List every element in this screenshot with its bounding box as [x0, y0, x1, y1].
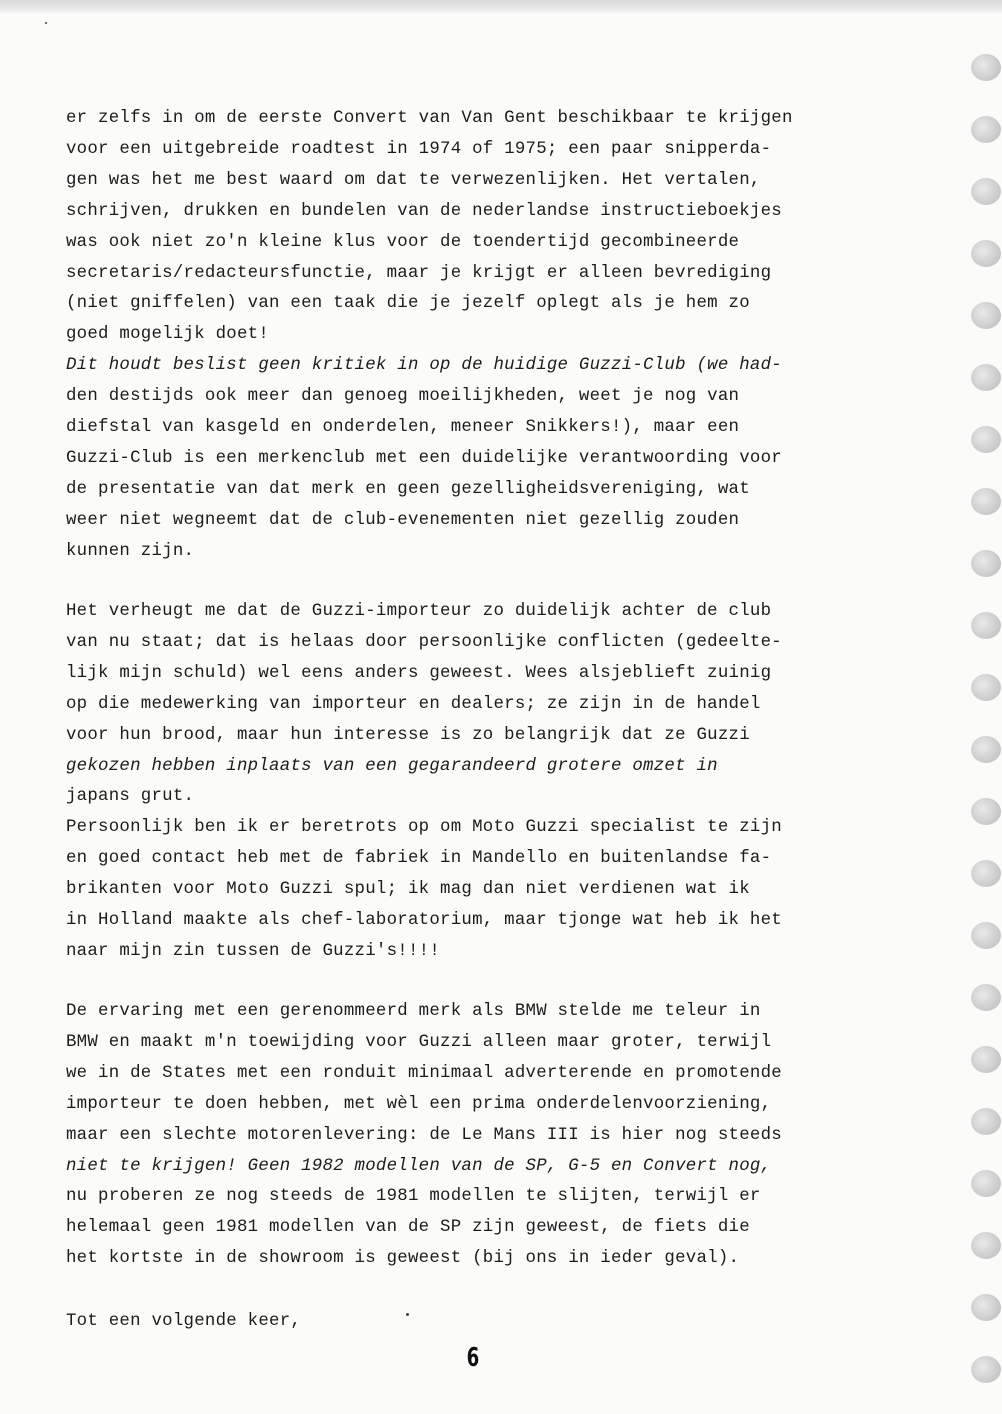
text-segment: we in de States met een ronduit minimaal adverterende en promotende — [66, 1063, 782, 1083]
text-line — [66, 1059, 946, 1090]
binder-hole — [971, 860, 1001, 887]
text-line — [66, 289, 946, 320]
text-segment: op die medewerking van importeur en dealers; ze zijn in de handel — [66, 694, 761, 714]
text-segment: nu proberen ze nog steeds de 1981 modellen te slijten, terwijl er — [66, 1187, 761, 1207]
text-segment: Persoonlijk ben ik er beretrots op om Moto Guzzi specialist te zijn — [66, 818, 782, 838]
binder-hole — [971, 178, 1001, 205]
binder-hole — [971, 674, 1001, 701]
text-line — [66, 628, 946, 659]
paragraph-2 — [66, 597, 946, 968]
text-line — [66, 597, 946, 628]
binder-hole — [971, 984, 1001, 1011]
binder-hole — [971, 1356, 1001, 1383]
text-segment: importeur te doen hebben, met wèl een prima onderdelenvoorziening, — [66, 1094, 772, 1114]
text-line — [66, 228, 946, 259]
text-line — [66, 259, 946, 290]
text-segment: gekozen hebben inplaats van een gegarandeerd grotere omzet in — [66, 756, 718, 776]
text-segment: voor hun brood, maar hun interesse is zo belangrijk dat ze Guzzi — [66, 725, 750, 745]
text-segment: de presentatie van dat merk en geen gezelligheidsvereniging, wat — [66, 479, 750, 499]
text-line — [66, 537, 946, 568]
text-line — [66, 382, 946, 413]
text-line — [66, 351, 946, 382]
text-line — [66, 1244, 946, 1275]
text-segment: den destijds ook meer dan genoeg moeilijkheden, weet je nog van — [66, 387, 740, 407]
text-line — [66, 782, 946, 813]
text-segment: naar mijn zin tussen de Guzzi's!!!! — [66, 941, 441, 961]
binder-hole — [971, 488, 1001, 515]
page-number: 6 — [466, 1343, 480, 1373]
text-segment: goed mogelijk doet! — [66, 325, 270, 345]
text-segment: voor een uitgebreide roadtest in 1974 of 1975; een paar snipperda- — [66, 139, 772, 159]
text-line — [66, 1090, 946, 1121]
binder-hole — [971, 1232, 1001, 1259]
binder-hole — [971, 240, 1001, 267]
binder-hole — [971, 922, 1001, 949]
binder-hole — [971, 1108, 1001, 1135]
text-line — [66, 413, 946, 444]
text-segment: en goed contact heb met de fabriek in Mandello en buitenlandse fa- — [66, 849, 772, 869]
text-segment: Dit houdt beslist geen kritiek in op de huidige Guzzi-Club (we had- — [66, 356, 782, 376]
binder-hole — [971, 116, 1001, 143]
paragraph-1 — [66, 104, 946, 568]
text-line — [66, 197, 946, 228]
text-line — [66, 906, 946, 937]
text-segment: lijk mijn schuld) wel eens anders geweest. Wees alsjeblieft zuinig — [66, 663, 772, 683]
text-segment: japans grut. — [66, 787, 195, 807]
text-line — [66, 690, 946, 721]
closing-line: Tot een volgende keer, — [66, 1312, 302, 1331]
binder-hole — [971, 736, 1001, 763]
text-line — [66, 875, 946, 906]
text-line — [66, 659, 946, 690]
text-line — [66, 1152, 946, 1183]
text-segment: brikanten voor Moto Guzzi spul; ik mag dan niet verdienen wat ik — [66, 880, 750, 900]
text-segment: maar een slechte motorenlevering: de Le Mans III is hier nog steeds — [66, 1125, 782, 1145]
binder-hole — [971, 426, 1001, 453]
text-line — [66, 475, 946, 506]
text-segment: in Holland maakte als chef-laboratorium, maar tjonge wat heb ik het — [66, 911, 782, 931]
text-line — [66, 1121, 946, 1152]
text-line — [66, 997, 946, 1028]
paragraph-3 — [66, 997, 946, 1275]
text-segment: BMW en maakt m'n toewijding voor Guzzi alleen maar groter, terwijl — [66, 1032, 772, 1052]
text-line — [66, 844, 946, 875]
text-segment: was ook niet zo'n kleine klus voor de toendertijd gecombineerde — [66, 232, 740, 252]
text-segment: secretaris/redacteursfunctie, maar je krijgt er alleen bevrediging — [66, 263, 772, 283]
binder-hole — [971, 54, 1001, 81]
binder-hole — [971, 550, 1001, 577]
binder-hole — [971, 364, 1001, 391]
text-line — [66, 320, 946, 351]
binder-holes-strip — [962, 0, 1002, 1414]
text-line — [66, 937, 946, 968]
text-segment: kunnen zijn. — [66, 541, 195, 561]
scan-speck — [406, 1313, 409, 1316]
text-line — [66, 135, 946, 166]
text-segment: van nu staat; dat is helaas door persoonlijke conflicten (gedeelte- — [66, 632, 782, 652]
text-line — [66, 166, 946, 197]
scan-speck — [45, 22, 47, 24]
text-line — [66, 444, 946, 475]
binder-hole — [971, 612, 1001, 639]
text-segment: Guzzi-Club is een merkenclub met een duidelijke verantwoording voor — [66, 448, 782, 468]
binder-hole — [971, 1046, 1001, 1073]
text-line — [66, 104, 946, 135]
text-segment: het kortste in de showroom is geweest (bij ons in ieder geval). — [66, 1249, 740, 1269]
binder-hole — [971, 1170, 1001, 1197]
text-line — [66, 721, 946, 752]
text-segment: helemaal geen 1981 modellen van de SP zijn geweest, de fiets die — [66, 1218, 750, 1238]
text-segment: weer niet wegneemt dat de club-evenementen niet gezellig zouden — [66, 510, 740, 530]
text-line — [66, 1182, 946, 1213]
text-segment: (niet gniffelen) van een taak die je jezelf oplegt als je hem zo — [66, 294, 750, 314]
text-segment: diefstal van kasgeld en onderdelen, meneer Snikkers!), maar een — [66, 418, 740, 438]
binder-hole — [971, 798, 1001, 825]
text-line — [66, 752, 946, 783]
text-segment: gen was het me best waard om dat te verwezenlijken. Het vertalen, — [66, 170, 761, 190]
scan-top-edge — [0, 0, 1002, 14]
text-line — [66, 506, 946, 537]
text-segment: De ervaring met een gerenommeerd merk als BMW stelde me teleur in — [66, 1002, 761, 1021]
text-segment: er zelfs in om de eerste Convert van Van Gent beschikbaar te krijgen — [66, 109, 793, 128]
binder-hole — [971, 1294, 1001, 1321]
text-segment: Het verheugt me dat de Guzzi-importeur zo duidelijk achter de club — [66, 602, 772, 621]
text-line — [66, 813, 946, 844]
text-line — [66, 1213, 946, 1244]
text-segment: schrijven, drukken en bundelen van de nederlandse instructieboekjes — [66, 201, 782, 221]
text-line — [66, 1028, 946, 1059]
text-segment: niet te krijgen! Geen 1982 modellen van de SP, G-5 en Convert nog, — [66, 1156, 772, 1176]
binder-hole — [971, 302, 1001, 329]
